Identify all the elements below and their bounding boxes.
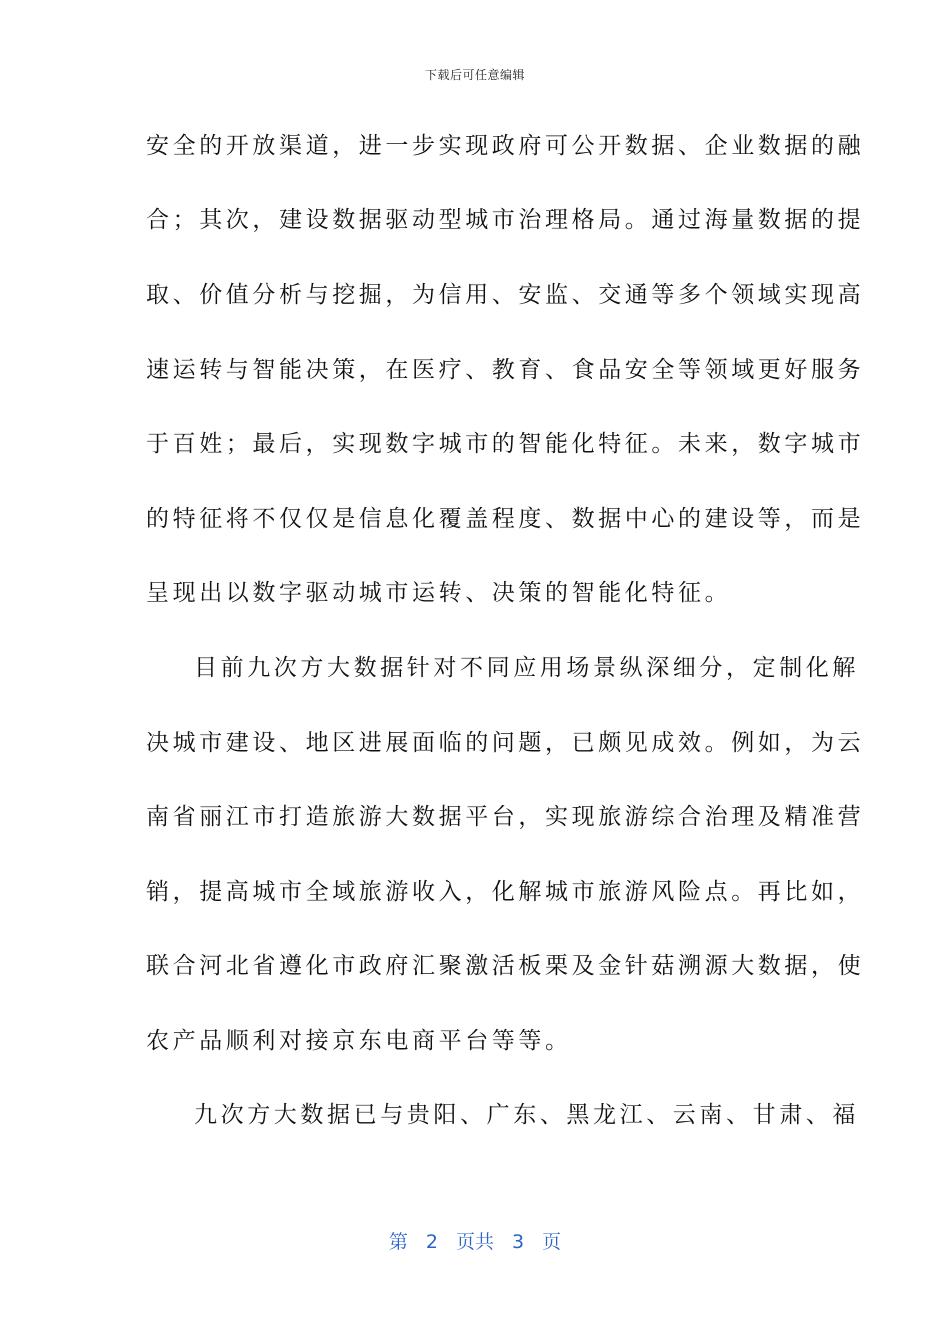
footer-prefix: 第: [388, 1231, 408, 1253]
paragraph-first-line: 九次方大数据已与贵阳、广东、黑龙江、云南、甘肃、福: [194, 1102, 859, 1128]
footer-suffix: 页: [542, 1231, 562, 1253]
body-line: 联合河北省遵化市政府汇聚激活板栗及金针菇溯源大数据，使: [146, 953, 865, 979]
body-line: 销，提高城市全域旅游收入，化解城市旅游风险点。再比如，: [146, 879, 865, 905]
paragraph-first-line: 目前九次方大数据针对不同应用场景纵深细分，定制化解: [194, 655, 859, 681]
total-pages-number: 3: [512, 1231, 525, 1253]
body-line: 农产品顺利对接京东电商平台等等。: [146, 1028, 572, 1054]
body-line: 南省丽江市打造旅游大数据平台，实现旅游综合治理及精准营: [146, 804, 865, 830]
body-line: 取、价值分析与挖掘，为信用、安监、交通等多个领域实现高: [146, 282, 865, 308]
body-line: 决城市建设、地区进展面临的问题，已颇见成效。例如，为云: [146, 730, 865, 756]
body-line: 呈现出以数字驱动城市运转、决策的智能化特征。: [146, 580, 732, 606]
body-line: 速运转与智能决策，在医疗、教育、食品安全等领域更好服务: [146, 357, 865, 383]
page-header: 下载后可任意编辑: [424, 68, 525, 82]
body-line: 合；其次，建设数据驱动型城市治理格局。通过海量数据的提: [146, 207, 865, 233]
body-line: 于百姓；最后，实现数字城市的智能化特征。未来，数字城市: [146, 431, 865, 457]
body-line: 安全的开放渠道，进一步实现政府可公开数据、企业数据的融: [146, 133, 865, 159]
current-page-number: 2: [425, 1231, 438, 1253]
footer-middle: 页共: [455, 1231, 494, 1253]
body-line: 的特征将不仅仅是信息化覆盖程度、数据中心的建设等，而是: [146, 506, 865, 532]
page-footer: [0, 1227, 950, 1254]
